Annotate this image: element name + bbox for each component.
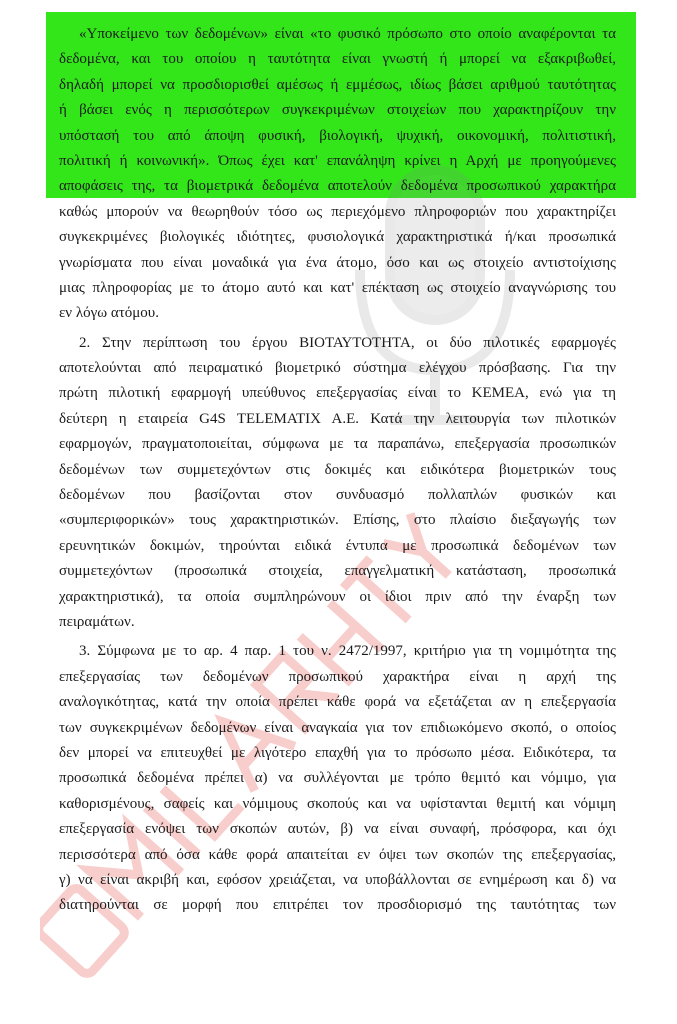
text-line: γ) να είναι ακριβή και, εφόσον χρειάζεται, να υποβάλλονται σε ενημέρωση και δ) να [59,871,616,888]
text-line: γνωρίσματα που είναι μοναδικά για ένα άτομο, όσο και ως στοιχείο αντιστοίχισης [59,254,616,271]
text-line: υπόστασή του από άποψη φυσική, βιολογική, ψυχική, οικονομική, πολιτιστική, [59,127,616,144]
text-line: 3. Σύμφωνα με το αρ. 4 παρ. 1 του ν. 2472/1997, κριτήριο για τη νομιμότητα της [79,643,616,660]
text-line: δεδομένων που βασίζονται στον συνδυασμό πολλαπλών φυσικών και [59,487,616,504]
text-line: εφαρμογών, πραγματοποιείται, σύμφωνα με τα παραπάνω, επεξεργασία προσωπικών [59,436,616,453]
text-line: δεδομένων των συμμετεχόντων στις δοκιμές και ειδικότερα βιομετρικών τους [59,461,616,478]
text-line: εν λόγω ατόμου. [59,305,159,322]
text-line: καθώς μπορούν να θεωρηθούν τόσο ως περιεχόμενο πληροφοριών που χαρακτηρίζει [59,203,616,220]
text-line: διατηρούνται σε μορφή που επιτρέπει τον προσδιορισμό της ταυτότητας των [59,897,616,914]
text-line: δεύτερη η εταιρεία G4S TELEMATIX A.E. Κατά την λειτουργία των πιλοτικών [59,410,616,427]
text-line: ή βάσει ενός η περισσότερων συγκεκριμένων στοιχείων που χαρακτηρίζουν την [59,102,616,119]
text-line: «Υποκείμενο των δεδομένων» είναι «το φυσικό πρόσωπο στο οποίο αναφέρονται τα [79,26,616,42]
text-line: δηλαδή μπορεί να προσδιορισθεί αμέσως ή εμμέσως, ιδίως βάσει αριθμού ταυτότητας [59,76,616,93]
text-line: συμμετεχόντων (προσωπικά στοιχεία, επαγγελματική κατάσταση, προσωπικά [59,563,616,580]
text-line: πειραμάτων. [59,613,135,630]
text-line: πρώτη πιλοτική εφαρμογή υπεύθυνος επεξεργασίας είναι το ΚΕΜΕΑ, ενώ για τη [59,385,616,402]
text-line: των συγκεκριμένων δεδομένων είναι αναγκαία για τον επιδιωκόμενο σκοπό, ο οποίος [59,719,616,736]
text-line: επεξεργασίας των δεδομένων προσωπικού χαρακτήρα είναι η αρχή της [59,668,616,685]
text-line: πολιτική ή κοινωνική». Όπως έχει κατ' επανάληψη κρίνει η Αρχή με προηγούμενες [59,152,616,169]
text-line: αναλογικότητας, κατά την οποία πρέπει κάθε φορά να εξετάζεται αν η επεξεργασία [59,694,616,711]
text-line: «συμπεριφορικών» τους χαρακτηριστικών. Επίσης, στο πλαίσιο διεξαγωγής των [59,512,616,529]
text-line: προσωπικά δεδομένα πρέπει α) να συλλέγονται με τρόπο θεμιτό και νόμιμο, για [59,770,616,787]
text-line: 2. Στην περίπτωση του έργου ΒΙΟΤΑΥΤΟΤΗΤΑ, οι δύο πιλοτικές εφαρμογές [79,334,616,351]
text-line: δεν μπορεί να επιτευχθεί με λιγότερο επαχθή για το πρόσωπο μέσα. Ειδικότερα, τα [59,744,616,761]
text-line: επεξεργασία ενόψει των σκοπών αυτών, β) να είναι συναφή, πρόσφορα, και όχι [59,821,616,838]
text-line: δεδομένα, και του οποίου η ταυτότητα είναι γνωστή ή μπορεί να εξακριβωθεί, [59,51,616,68]
document-body [59,22,616,919]
text-line: συγκεκριμένες βιολογικές ιδιότητες, φυσιολογικά χαρακτηριστικά ή/και προσωπικά [59,229,616,246]
text-line: καθορισμένους, σαφείς και νόμιμους σκοπούς και να υφίστανται θεμιτή και νόμιμη [59,795,616,812]
text-line: αποφάσεις της, τα βιομετρικά δεδομένα αποτελούν δεδομένα προσωπικού χαρακτήρα [59,178,616,195]
text-line: αποτελούνται από πειραματικό βιομετρικό σύστημα ελέγχου πρόσβασης. Για την [59,360,616,377]
text-line: χαρακτηριστικά), τα οποία συμπληρώνουν οι ίδιοι πριν από την έναρξη των [59,588,616,605]
text-line: ερευνητικών δοκιμών, τηρούνται ειδικά έντυπα με προσωπικά δεδομένων των [59,537,616,554]
text-line: περισσότερα από όσα κάθε φορά απαιτείται εν όψει των σκοπών της επεξεργασίας, [59,846,616,863]
text-line: μιας πληροφορίας με το άτομο αυτό και κατ' επέκταση ως στοιχείο αναγνώρισης του [59,279,616,296]
